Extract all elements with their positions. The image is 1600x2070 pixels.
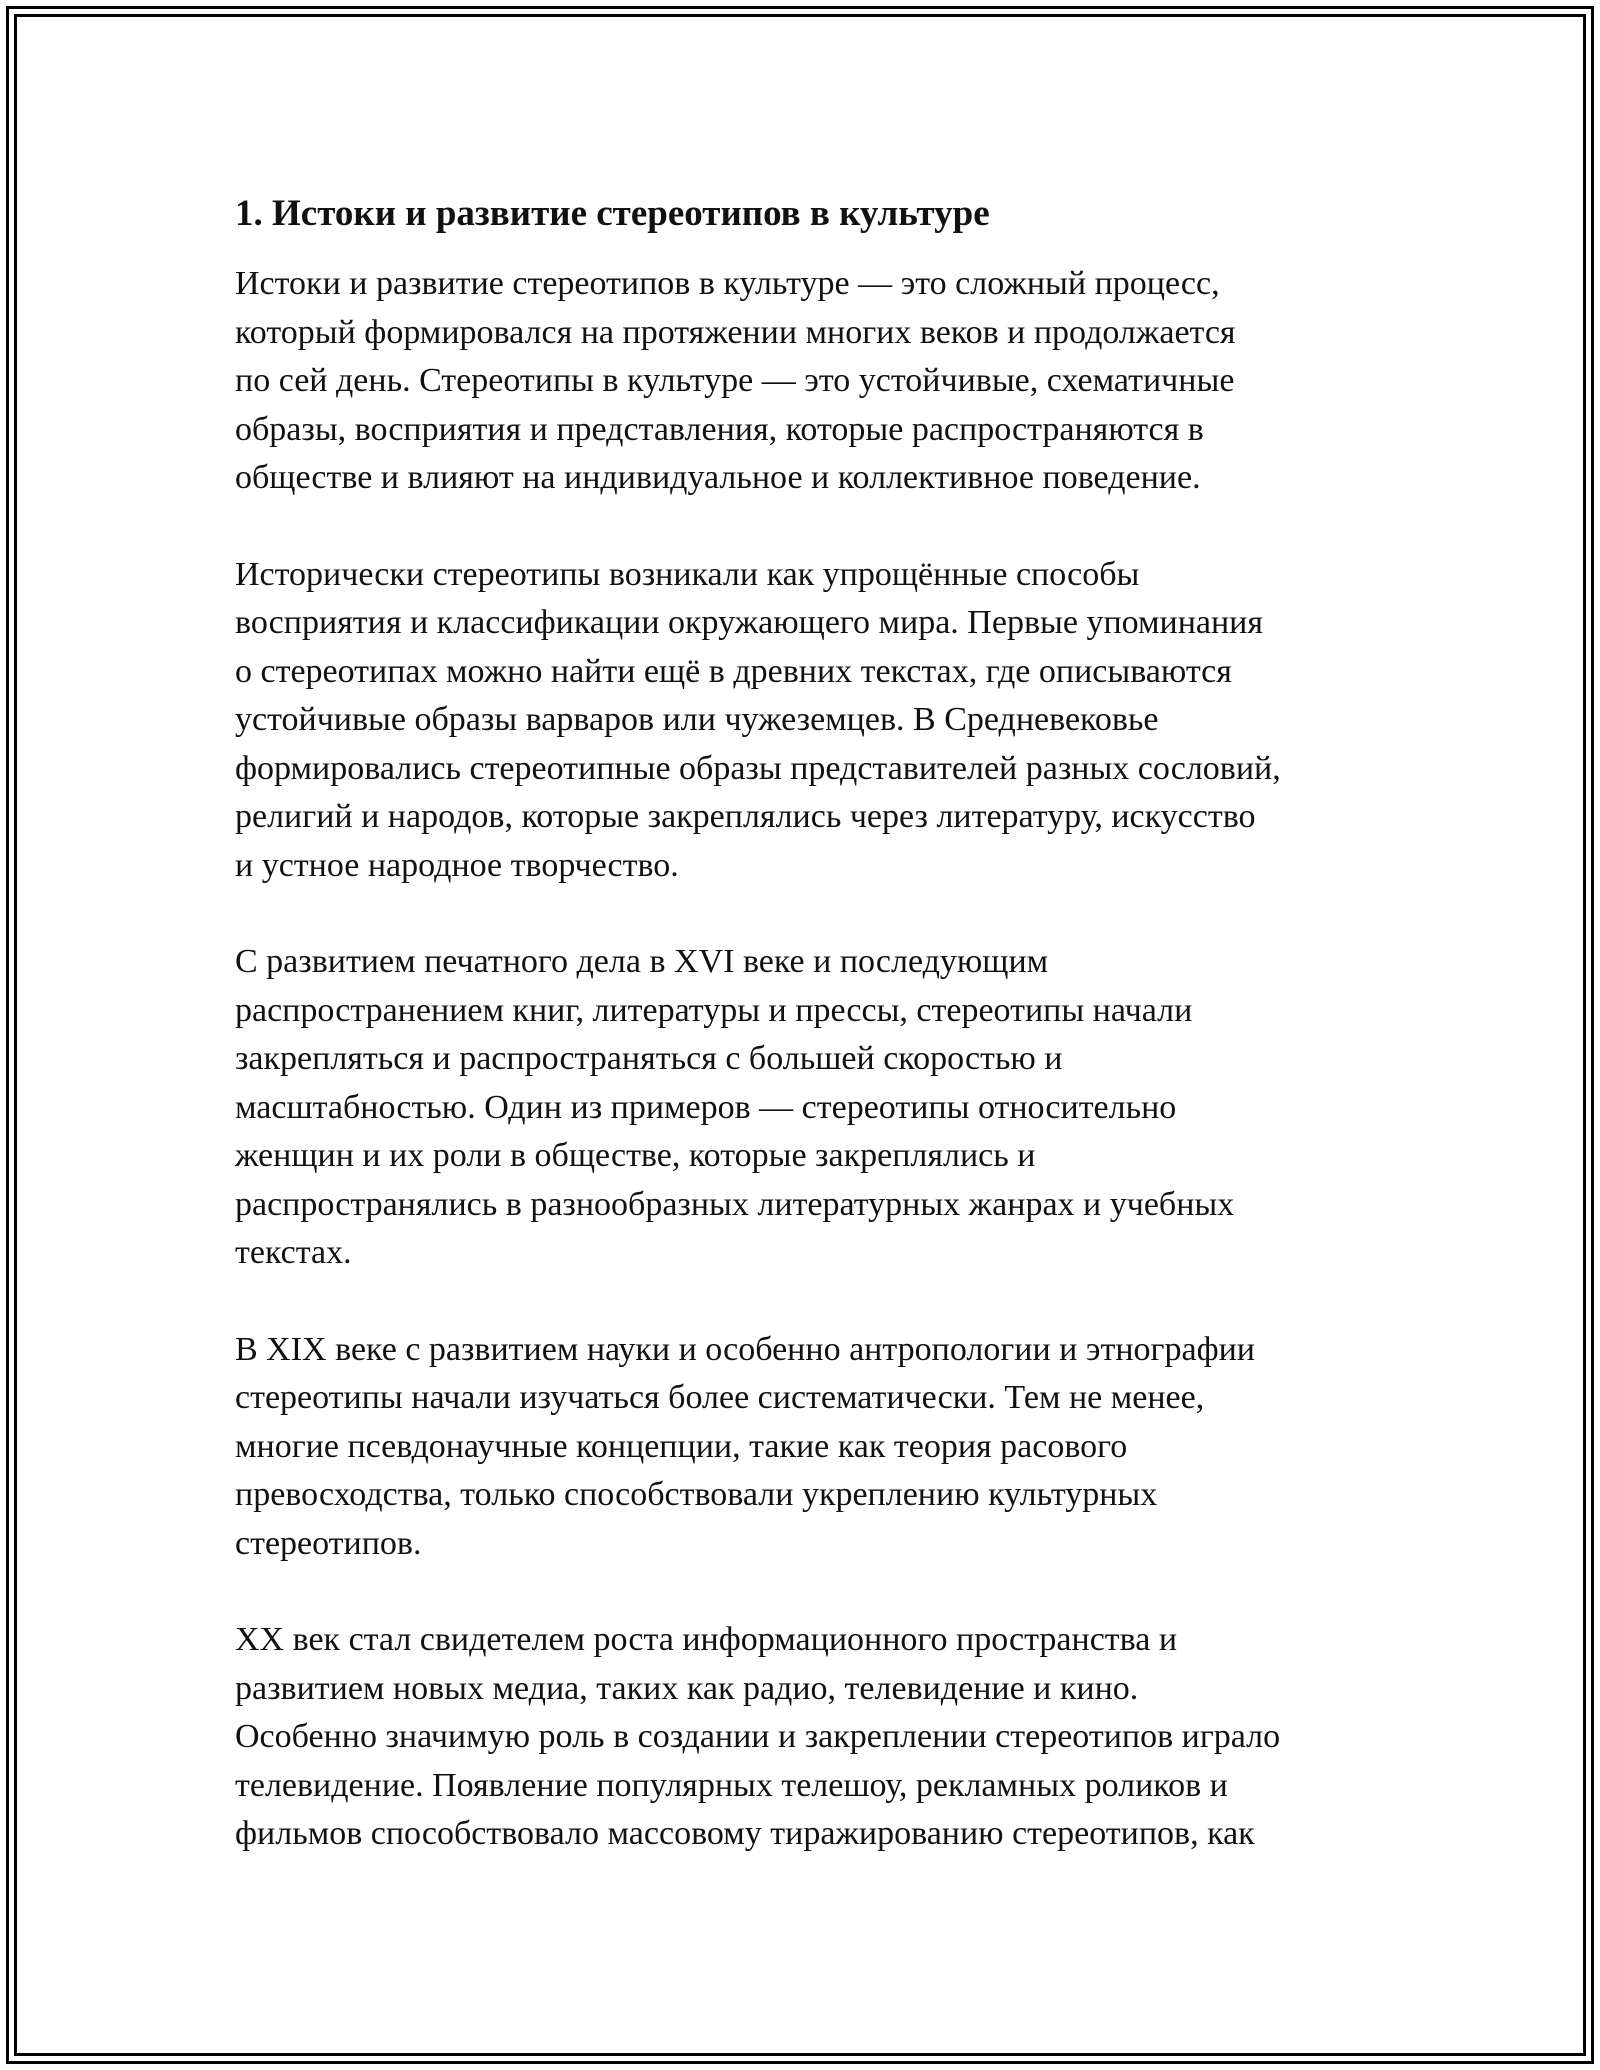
text-line: формировались стереотипные образы представителей разных сословий, [235, 749, 1281, 787]
text-line: устойчивые образы варваров или чужеземцев. В Средневековье [235, 701, 1159, 739]
text-line: Исторически стереотипы возникали как упрощённые способы [235, 555, 1140, 593]
text-line: который формировался на протяжении многих веков и продолжается [235, 313, 1236, 351]
text-line: восприятия и классификации окружающего мира. Первые упоминания [235, 604, 1264, 642]
text-line: телевидение. Появление популярных телешоу, рекламных роликов и [235, 1766, 1228, 1804]
text-line: обществе и влияют на индивидуальное и коллективное поведение. [235, 459, 1201, 497]
text-line: масштабностью. Один из примеров — стереотипы относительно [235, 1088, 1177, 1126]
text-line: о стереотипах можно найти ещё в древних текстах, где описываются [235, 652, 1232, 690]
text-line: образы, восприятия и представления, которые распространяются в [235, 410, 1204, 448]
text-line: развитием новых медиа, таких как радио, телевидение и кино. [235, 1669, 1139, 1707]
text-line: распространялись в разнообразных литературных жанрах и учебных [235, 1185, 1235, 1223]
text-line: текстах. [235, 1234, 352, 1272]
text-line: фильмов способствовало массовому тиражированию стереотипов, как [235, 1815, 1255, 1853]
paragraph [235, 938, 1375, 1278]
text-line: женщин и их роли в обществе, которые закреплялись и [235, 1137, 1036, 1175]
text-line: стереотипов. [235, 1524, 422, 1562]
text-line: религий и народов, которые закреплялись через литературу, искусство [235, 798, 1256, 836]
text-line: по сей день. Стереотипы в культуре — это устойчивые, схематичные [235, 362, 1235, 400]
paragraph [235, 260, 1375, 503]
text-line: стереотипы начали изучаться более систематически. Тем не менее, [235, 1379, 1205, 1417]
text-line: С развитием печатного дела в XVI веке и последующим [235, 943, 1049, 981]
paragraph [235, 551, 1375, 891]
text-line: Особенно значимую роль в создании и закреплении стереотипов играло [235, 1718, 1281, 1756]
text-line: и устное народное творчество. [235, 846, 679, 884]
text-line: В XIX веке с развитием науки и особенно антропологии и этнографии [235, 1330, 1255, 1368]
text-line: многие псевдонаучные концепции, такие как теория расового [235, 1427, 1128, 1465]
text-line: превосходства, только способствовали укреплению культурных [235, 1476, 1158, 1514]
text-line: Истоки и развитие стереотипов в культуре — это сложный процесс, [235, 265, 1220, 303]
section-heading: 1. Истоки и развитие стереотипов в культуре [235, 193, 990, 234]
paragraph [235, 1326, 1375, 1569]
text-line: распространением книг, литературы и прессы, стереотипы начали [235, 991, 1193, 1029]
text-line: XX век стал свидетелем роста информационного пространства и [235, 1621, 1178, 1659]
paragraph [235, 1616, 1375, 1859]
text-line: закрепляться и распространяться с большей скоростью и [235, 1040, 1063, 1078]
document-body [235, 180, 1375, 1907]
